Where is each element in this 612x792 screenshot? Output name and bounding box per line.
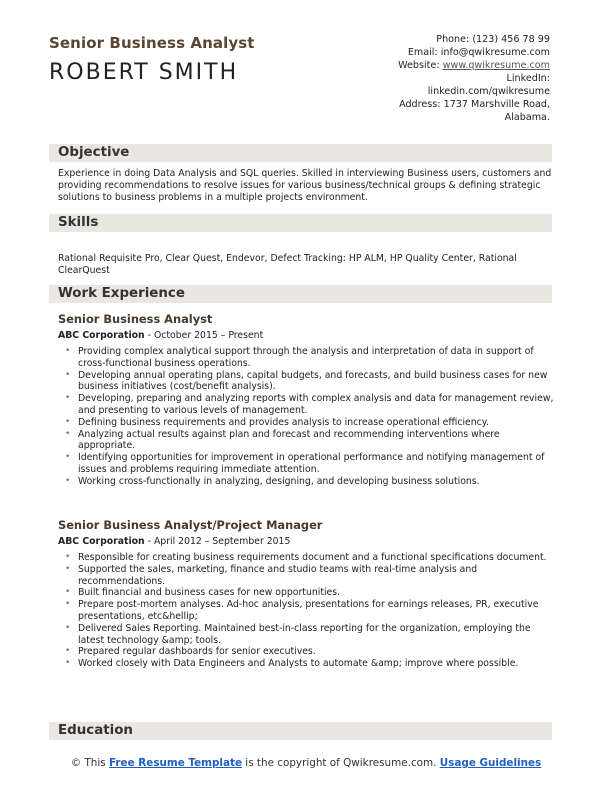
job-1-dates: - October 2015 – Present <box>144 330 264 341</box>
contact-block <box>310 33 550 124</box>
list-item: • Responsible for creating business requirements document and a functional specifications document. <box>60 552 554 564</box>
contact-address <box>310 98 550 111</box>
email-value: info@qwikresume.com <box>440 47 550 58</box>
free-resume-template-link[interactable]: Free Resume Template <box>109 757 242 769</box>
contact-website <box>310 59 550 72</box>
list-item: • Developing, preparing and analyzing reports with complex analysis and data for management review, and presenting to various levels of management. <box>60 393 554 417</box>
job-2-company: ABC Corporation <box>58 536 145 547</box>
contact-linkedin-label: LinkedIn: <box>506 73 550 84</box>
website-label: Website: <box>398 60 440 71</box>
list-item: • Identifying opportunities for improvement in operational performance and notifying management of issues and problems requiring immediate attention. <box>60 452 554 476</box>
job-title: Senior Business Analyst <box>49 34 255 52</box>
skills-text: Rational Requisite Pro, Clear Quest, Endevor, Defect Tracking: HP ALM, HP Quality Center, Rational ClearQuest <box>58 253 517 276</box>
candidate-name: ROBERT SMITH <box>49 60 239 85</box>
list-item: • Developing annual operating plans, capital budgets, and forecasts, and build business cases for new business initiatives (cost/benefit analysis). <box>60 370 554 394</box>
job-2-title: Senior Business Analyst/Project Manager <box>58 518 323 532</box>
job-1-bullets <box>60 346 554 488</box>
objective-text: Experience in doing Data Analysis and SQL queries. Skilled in interviewing Business users, customers and providing recommendations to resolve issues for various business/technical groups & defining strategic solutions to business problems in a multiple projects environment. <box>58 168 552 203</box>
website-link[interactable]: www.qwikresume.com <box>442 60 550 71</box>
objective-heading: Objective <box>58 145 130 160</box>
list-item: • Prepared regular dashboards for senior executives. <box>60 646 554 658</box>
footer-middle: is the copyright of Qwikresume.com. <box>242 757 440 769</box>
list-item: • Built financial and business cases for new opportunities. <box>60 587 554 599</box>
job-1-company-line <box>58 330 263 341</box>
address-line2: Alabama. <box>504 112 550 123</box>
contact-phone <box>310 33 550 46</box>
list-item: • Supported the sales, marketing, finance and studio teams with real-time analysis and recommendations. <box>60 564 554 588</box>
contact-linkedin-value: linkedin.com/qwikresume <box>427 86 550 97</box>
contact-email <box>310 46 550 59</box>
list-item: • Defining business requirements and provides analysis to increase operational efficiency. <box>60 417 554 429</box>
work-heading: Work Experience <box>58 286 185 301</box>
copyright-footer <box>49 757 563 770</box>
list-item: • Working cross-functionally in analyzing, designing, and developing business solutions. <box>60 476 554 488</box>
job-2-bullets <box>60 552 554 670</box>
job-2-company-line <box>58 536 290 547</box>
phone-label: Phone: <box>436 34 470 45</box>
usage-guidelines-link[interactable]: Usage Guidelines <box>439 757 542 769</box>
job-1-company: ABC Corporation <box>58 330 145 341</box>
phone-value: (123) 456 78 99 <box>472 34 550 45</box>
footer-prefix: © This <box>70 757 109 769</box>
address-label: Address: <box>399 99 441 110</box>
skills-heading: Skills <box>58 215 99 230</box>
list-item: • Worked closely with Data Engineers and Analysts to automate &amp; improve where possible. <box>60 658 554 670</box>
list-item: • Prepare post-mortem analyses. Ad-hoc analysis, presentations for earnings releases, PR, executive presentations, etc&hellip; <box>60 599 554 623</box>
job-1-title: Senior Business Analyst <box>58 312 213 326</box>
address-line1: 1737 Marshville Road, <box>443 99 550 110</box>
list-item: • Delivered Sales Reporting. Maintained best-in-class reporting for the organization, employing the latest technology &amp; tools. <box>60 623 554 647</box>
list-item: • Providing complex analytical support through the analysis and interpretation of data in support of cross-functional business operations. <box>60 346 554 370</box>
email-label: Email: <box>407 47 438 58</box>
list-item: • Analyzing actual results against plan and forecast and recommending interventions where appropriate. <box>60 429 554 453</box>
skills-section-bar <box>49 214 552 232</box>
education-heading: Education <box>58 723 133 738</box>
job-2-dates: - April 2012 – September 2015 <box>144 536 291 547</box>
